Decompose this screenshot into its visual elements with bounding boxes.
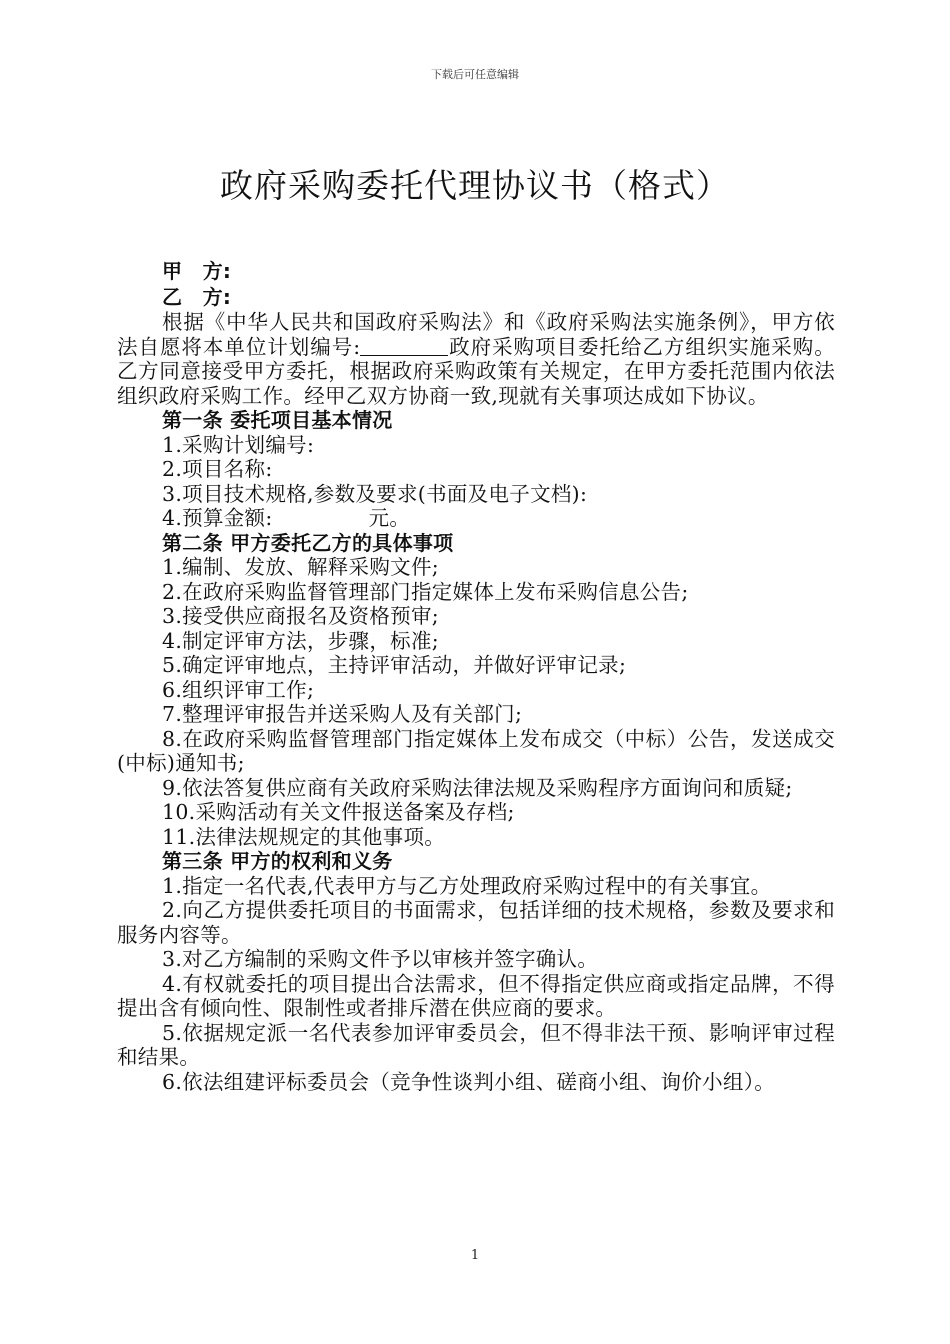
article2-item: 4.制定评审方法，步骤，标准; <box>162 628 439 653</box>
article3-item: 2.向乙方提供委托项目的书面需求，包括详细的技术规格，参数及要求和服务内容等。 <box>117 898 835 947</box>
article2-item: 5.确定评审地点，主持评审活动，并做好评审记录; <box>162 653 627 677</box>
article1-item: 2.项目名称: <box>162 457 273 481</box>
article3-item: 6.依法组建评标委员会（竞争性谈判小组、磋商小组、询价小组）。 <box>162 1069 776 1094</box>
article3-item: 1.指定一名代表,代表甲方与乙方处理政府采购过程中的有关事宜。 <box>162 873 772 898</box>
page-number: 1 <box>470 1248 480 1263</box>
article2-item: 1.编制、发放、解释采购文件; <box>162 555 439 579</box>
article2-heading: 第二条 甲方委托乙方的具体事项 <box>162 530 454 555</box>
article3-item: 3.对乙方编制的采购文件予以审核并签字确认。 <box>162 947 599 971</box>
article2-item: 3.接受供应商报名及资格预审; <box>162 604 439 628</box>
document-body <box>117 258 835 1094</box>
article2-item: 7.整理评审报告并送采购人及有关部门; <box>162 702 523 726</box>
party-b-label: 乙 方: <box>162 285 232 309</box>
article3-item: 5.依据规定派一名代表参加评审委员会，但不得非法干预、影响评审过程和结果。 <box>117 1020 835 1069</box>
budget-label: 4.预算金额: <box>162 506 273 530</box>
article2-item: 2.在政府采购监督管理部门指定媒体上发布采购信息公告; <box>162 579 689 604</box>
article1-heading: 第一条 委托项目基本情况 <box>162 408 393 432</box>
intro-text-1: 根据《中华人民共和国政府采购法》和《政府采购法实施条例》，甲方依法自愿将本单位计划编号: <box>117 310 835 359</box>
article2-item: 6.组织评审工作; <box>162 677 315 702</box>
article1-item: 3.项目技术规格,参数及要求(书面及电子文档): <box>162 481 588 506</box>
header-note: 下载后可任意编辑 <box>431 68 519 81</box>
intro-paragraph <box>117 310 835 408</box>
article2-item: 11.法律法规规定的其他事项。 <box>162 824 446 849</box>
document-title: 政府采购委托代理协议书（格式） <box>220 166 730 205</box>
article1-budget <box>117 506 835 531</box>
article1-item: 1.采购计划编号: <box>162 432 315 457</box>
intro-text-2: 政府采购项目委托给乙方组织实施采购。乙方同意接受甲方委托，根据政府采购政策有关规定，在甲方委托范围内依法组织政府采购工作。经甲乙双方协商一致,现就有关事项达成如下协议。 <box>117 334 835 408</box>
article3-heading: 第三条 甲方的权利和义务 <box>162 849 393 873</box>
article3-item: 4.有权就委托的项目提出合法需求，但不得指定供应商或指定品牌，不得提出含有倾向性、限制性或者排斥潜在供应商的要求。 <box>117 971 835 1020</box>
article2-item: 10.采购活动有关文件报送备案及存档; <box>162 800 515 824</box>
budget-unit: 元。 <box>368 506 411 530</box>
article2-item: 9.依法答复供应商有关政府采购法律法规及采购程序方面询问和质疑; <box>162 775 793 800</box>
party-a-label: 甲 方: <box>162 259 232 283</box>
plan-number-blank <box>360 337 448 356</box>
article2-item: 8.在政府采购监督管理部门指定媒体上发布成交（中标）公告，发送成交(中标)通知书; <box>117 726 835 775</box>
